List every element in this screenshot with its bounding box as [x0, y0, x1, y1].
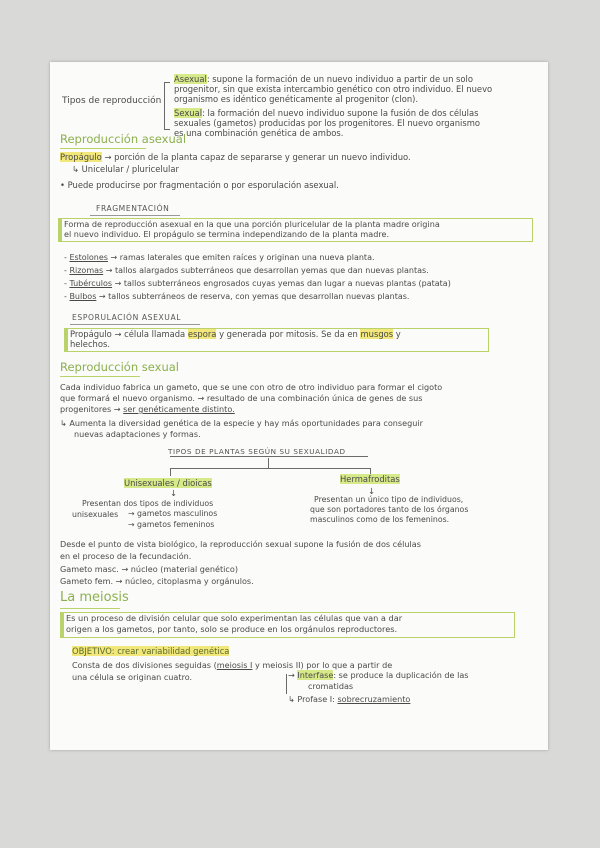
profase-a: ↳ Profase I:	[288, 694, 338, 704]
sexual-def-line2: sexuales (gametos) producidas por los progenitores. El nuevo organismo	[174, 118, 480, 128]
meiosis-title: La meiosis	[60, 590, 129, 605]
esporulacion-line1	[70, 329, 401, 340]
tree-left-drop	[170, 468, 171, 476]
espora-highlight: espora	[187, 329, 217, 339]
interfase-text: : se produce la duplicación de las	[333, 670, 469, 680]
hermafroditas-text: Hermafroditas	[340, 474, 400, 484]
frag-item-estolones: - Estolones → ramas laterales que emiten raíces y originan una nueva planta.	[64, 253, 375, 262]
espo-text-c: y	[393, 329, 401, 339]
meiosis-title-underline	[60, 608, 120, 609]
sexual-def-line3: es una combinación genética de ambos.	[174, 128, 344, 138]
interfase-tag: Interfase	[297, 670, 334, 680]
notebook-page	[50, 62, 548, 750]
right-line1: Presentan un único tipo de individuos,	[314, 495, 464, 504]
objetivo-text: OBJETIVO: crear variabilidad genética	[72, 646, 230, 656]
frag-item-rizomas: - Rizomas → tallos alargados subterráneos que desarrollan yemas que dan nuevas plantas.	[64, 266, 429, 275]
frag-box-line1: Forma de reproducción asexual en la que una porción pluricelular de la planta madre origina	[64, 219, 440, 229]
sexual-line2: que formará el nuevo organismo. → resultado de una combinación única de genes de sus	[60, 393, 423, 403]
unisexuales-label	[124, 478, 212, 489]
profase-b: sobrecruzamiento	[337, 694, 411, 704]
asexual-def-line3: organismo es idéntico genéticamente al progenitor (clon).	[174, 94, 419, 104]
musgos-highlight: musgos	[360, 329, 394, 339]
tipos-title-underline	[170, 456, 368, 457]
text-estolones: → ramas laterales que emiten raíces y originan una nueva planta.	[110, 253, 375, 262]
desde-line2: en el proceso de la fecundación.	[60, 551, 192, 561]
tipos-plantas-title: TIPOS DE PLANTAS SEGÚN SU SEXUALIDAD	[168, 447, 346, 456]
right-line2: que son portadores tanto de los órganos	[310, 505, 469, 514]
propagulo-line	[60, 152, 411, 163]
term-estolones: Estolones	[69, 253, 108, 262]
asexual-title-underline	[60, 148, 146, 149]
consta-c: y meiosis II) por lo que a partir de	[252, 660, 393, 670]
puede-line: • Puede producirse por fragmentación o por esporulación asexual.	[60, 180, 339, 190]
tipos-heading: Tipos de reproducción	[62, 96, 162, 106]
sexual-def-text1: : la formación del nuevo individuo supone la fusión de dos células	[202, 108, 479, 118]
brace-line	[164, 82, 165, 130]
term-bulbos: Bulbos	[69, 292, 97, 301]
frag-item-tuberculos: - Tubérculos → tallos subterráneos engrosados cuyas yemas dan lugar a nuevas plantas (patata)	[64, 279, 451, 288]
asexual-def-text1: : supone la formación de un nuevo individuo a partir de un solo	[206, 74, 473, 84]
gameto-fem: Gameto fem. → núcleo, citoplasma y orgánulos.	[60, 576, 254, 586]
asexual-tag: Asexual	[174, 74, 207, 84]
sexual-line4: ↳ Aumenta la diversidad genética de la especie y hay más oportunidades para conseguir	[60, 418, 423, 428]
frag-item-bulbos: - Bulbos → tallos subterráneos de reserva, con yemas que desarrollan nuevas plantas.	[64, 292, 410, 301]
term-rizomas: Rizomas	[69, 266, 104, 275]
left-line2: → gametos masculinos	[128, 509, 218, 518]
left-line1: Presentan dos tipos de individuos	[82, 499, 214, 508]
espo-text-b: y generada por mitosis. Se da en	[216, 329, 361, 339]
fragmentacion-title: FRAGMENTACIÓN	[96, 204, 170, 213]
esporulacion-underline	[70, 324, 200, 325]
asexual-title: Reproducción asexual	[60, 132, 187, 146]
text-rizomas: → tallos alargados subterráneos que desarrollan yemas que dan nuevas plantas.	[105, 266, 429, 275]
asexual-def-line2: progenitor, sin que exista intercambio genético con otro individuo. El nuevo	[174, 84, 493, 94]
text-bulbos: → tallos subterráneos de reserva, con yemas que desarrollan nuevas plantas.	[98, 292, 410, 301]
sexual-line5: nuevas adaptaciones y formas.	[74, 429, 201, 439]
objetivo-line	[72, 646, 229, 657]
profase-line	[288, 694, 410, 705]
desde-line1: Desde el punto de vista biológico, la reproducción sexual supone la fusión de dos células	[60, 539, 421, 549]
consta-a: Consta de dos divisiones seguidas (	[72, 660, 217, 670]
left-line3: → gametos femeninos	[128, 520, 215, 529]
tree-branch	[170, 468, 370, 469]
frag-box-line2: el nuevo individuo. El propágulo se termina independizando de la planta madre.	[64, 229, 390, 239]
term-tuberculos: Tubérculos	[69, 279, 113, 288]
meiosis-box-line1: Es un proceso de división celular que solo experimentan las células que van a dar	[66, 613, 403, 623]
gameto-masc: Gameto masc. → núcleo (material genético)	[60, 564, 238, 574]
esporulacion-title: ESPORULACIÓN ASEXUAL	[72, 313, 182, 322]
esporulacion-line2: helechos.	[70, 339, 111, 349]
sexual-tag: Sexual	[174, 108, 203, 118]
unisexuales-text: Unisexuales / dioicas	[124, 478, 212, 488]
espo-text-a: Propágulo → célula llamada	[70, 329, 188, 339]
brace-bottom	[164, 129, 170, 130]
propagulo-sub: ↳ Unicelular / pluricelular	[72, 164, 179, 174]
left-prefix: unisexuales	[72, 510, 119, 519]
text-tuberculos: → tallos subterráneos engrosados cuyas yemas dan lugar a nuevas plantas (patata)	[114, 279, 451, 288]
sexual-title-underline	[60, 376, 140, 377]
interfase-line2: cromatidas	[308, 681, 354, 691]
brace-top	[164, 82, 170, 83]
right-arrow: ↓	[368, 486, 376, 496]
tree-stem	[268, 458, 269, 468]
interfase-line: → Interfase: se produce la duplicación de las	[288, 670, 469, 680]
sexual-line3-b: ser genéticamente distinto.	[123, 404, 235, 414]
fragmentacion-underline	[90, 215, 180, 216]
meiosis-box-line2: origen a los gametos, por tanto, solo se produce en los orgánulos reproductores.	[66, 624, 398, 634]
sexual-line3	[60, 404, 235, 415]
sexual-title: Reproducción sexual	[60, 360, 179, 374]
propagulo-text: → porción de la planta capaz de separarse y generar un nuevo individuo.	[104, 152, 411, 162]
left-arrow: ↓	[170, 488, 178, 498]
sexual-line1: Cada individuo fabrica un gameto, que se une con otro de otro individuo para formar el cigoto	[60, 382, 443, 392]
sexual-line3-a: progenitores →	[60, 404, 124, 414]
hermafroditas-label	[340, 474, 400, 485]
consta-line2: una célula se originan cuatro.	[72, 672, 193, 682]
interfase-connector	[286, 674, 287, 694]
propagulo-tag: Propágulo	[60, 152, 102, 162]
right-line3: masculinos como de los femeninos.	[310, 515, 450, 524]
consta-b: meiosis I	[216, 660, 253, 670]
